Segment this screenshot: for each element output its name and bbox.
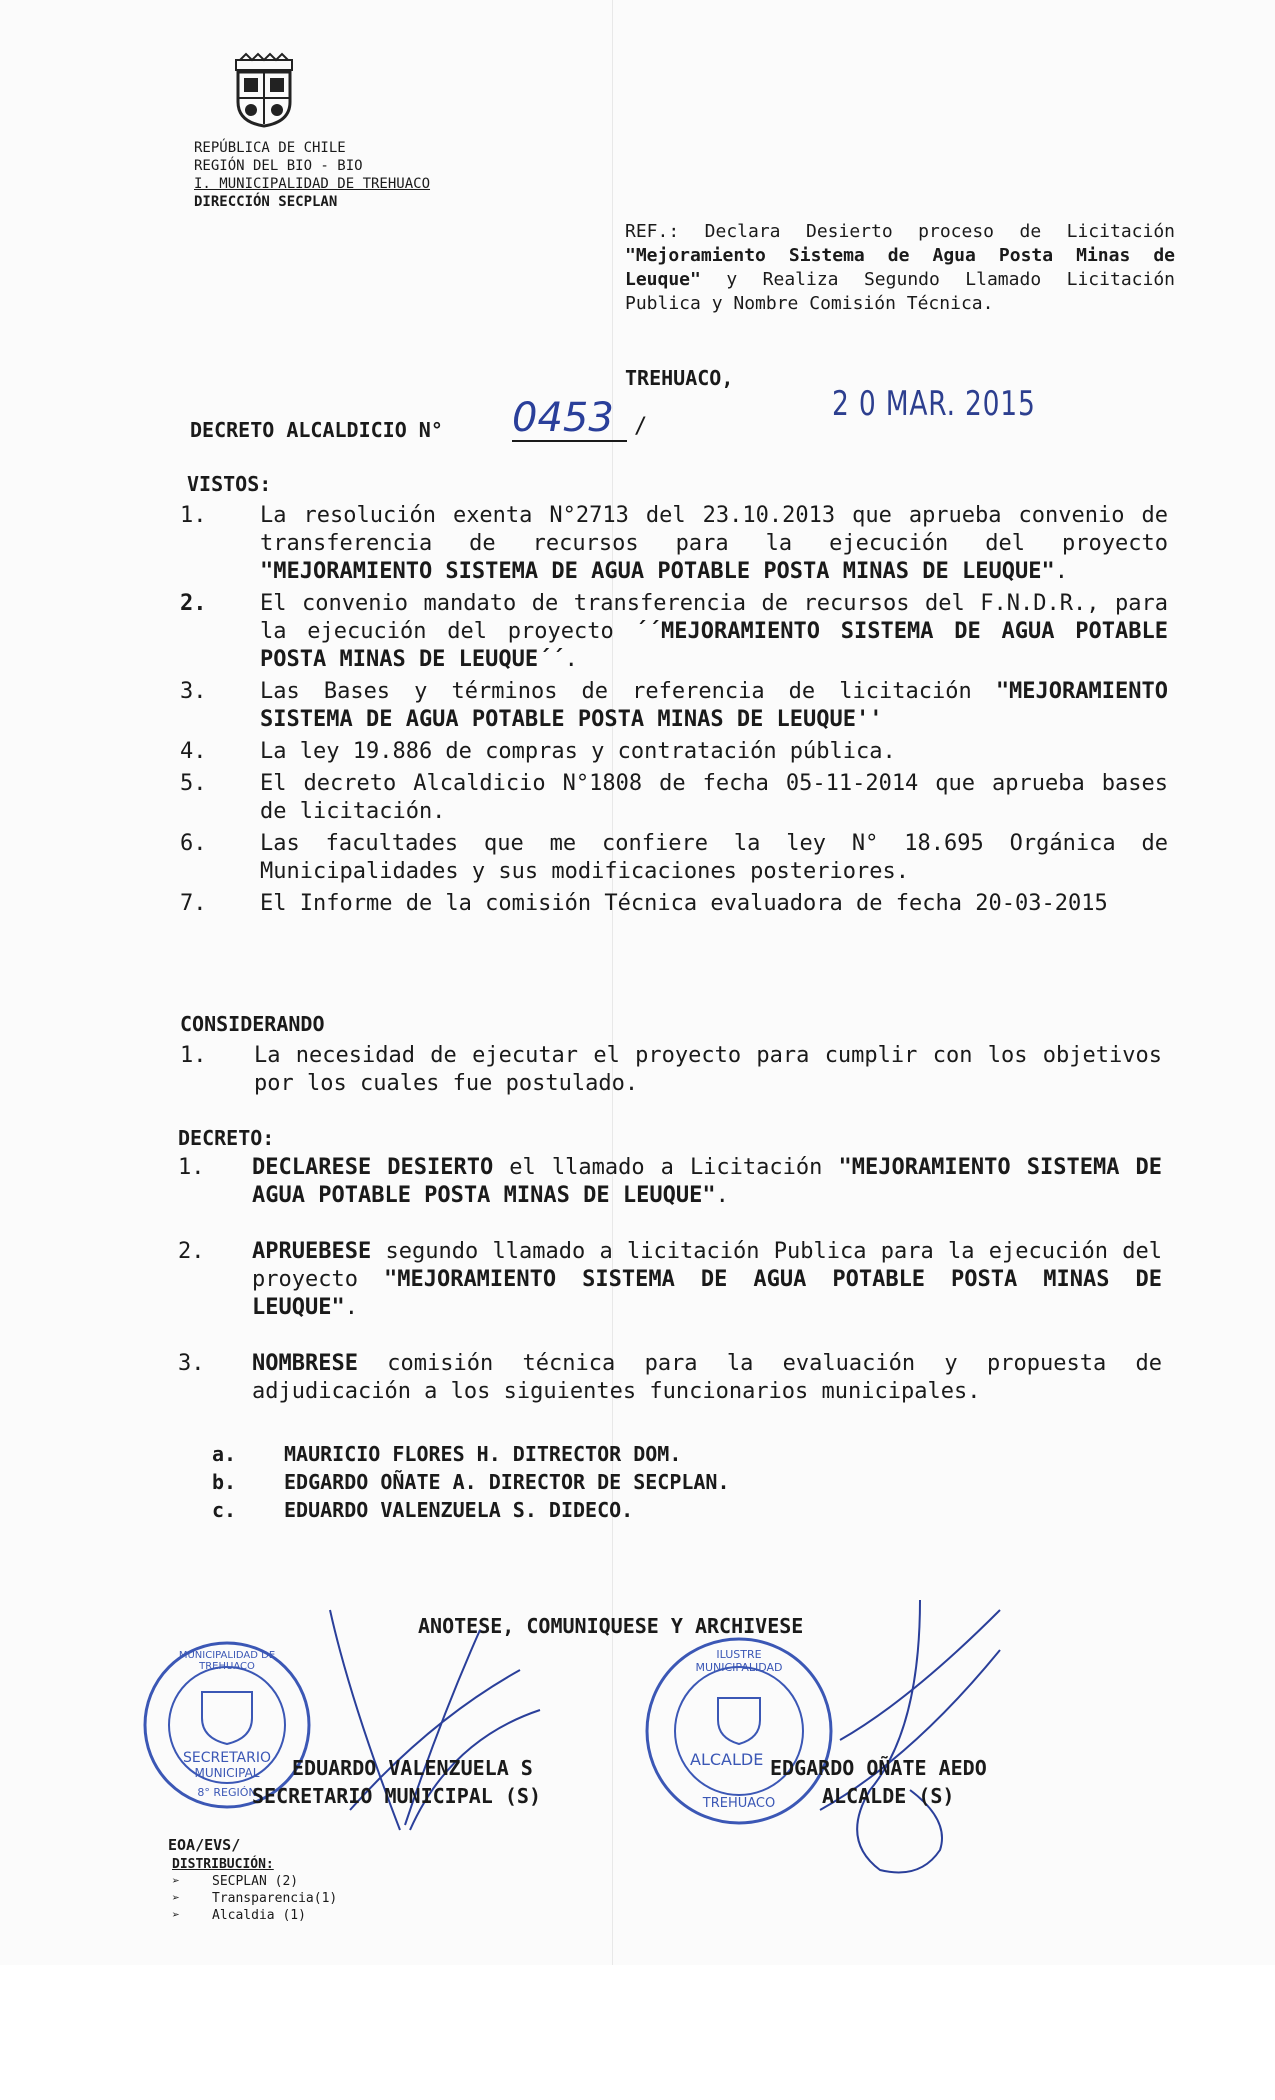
vistos-item: 6. Las facultades que me confiere la ley N° 18.695 Orgánica de Municipalidades y sus modificaciones posteriores. — [180, 831, 1168, 884]
decree-number-handwritten: 0453 — [512, 396, 627, 442]
distribution-item: ➢ SECPLAN (2) — [172, 1874, 299, 1889]
vistos-item: 4. La ley 19.886 de compras y contratación pública. — [180, 739, 896, 764]
ref-text-2: y Realiza Segundo Llamado Licitación Publica y Nombre Comisión Técnica. — [625, 269, 1175, 314]
mayor-signature — [800, 1590, 1040, 1880]
arrow-icon: ➢ — [172, 1874, 180, 1889]
decreto-item: 1. DECLARESE DESIERTO el llamado a Licitación "MEJORAMIENTO SISTEMA DE AGUA POTABLE POSTA MINAS DE LEUQUE". — [178, 1155, 1162, 1208]
considerando-list — [180, 1042, 1162, 1098]
distribution-item: ➢ Transparencia(1) — [172, 1891, 338, 1906]
ref-project-name: "Mejoramiento Sistema de Agua Posta Minas de Leuque" — [625, 245, 1175, 290]
arrow-icon: ➢ — [172, 1891, 180, 1906]
letterhead — [194, 139, 430, 211]
mayor-name: EDGARDO OÑATE AEDO — [770, 1756, 987, 1780]
considerando-title: CONSIDERANDO — [180, 1012, 325, 1036]
arrow-icon: ➢ — [172, 1908, 180, 1923]
secretary-stamp-center: SECRETARIO — [183, 1750, 271, 1766]
decreto-list — [178, 1154, 1162, 1406]
vistos-item: 5. El decreto Alcaldicio N°1808 de fecha 05-11-2014 que aprueba bases de licitación. — [180, 771, 1168, 824]
mayor-stamp-ring: ILUSTRE MUNICIPALIDAD — [695, 1648, 783, 1674]
ref-text-1: Declara Desierto proceso de Licitación — [679, 221, 1175, 242]
coat-of-arms-icon — [232, 58, 296, 128]
secretary-title: SECRETARIO MUNICIPAL (S) — [252, 1784, 541, 1808]
letterhead-municipality: I. MUNICIPALIDAD DE TREHUACO — [194, 176, 431, 192]
mayor-title: ALCALDE (S) — [822, 1784, 955, 1808]
secretary-signature-block — [252, 1754, 541, 1810]
decreto-title: DECRETO: — [178, 1126, 275, 1150]
vistos-list — [180, 502, 1168, 918]
decree-label: DECRETO ALCALDICIO N° — [190, 418, 443, 442]
letterhead-region: REGIÓN DEL BIO - BIO — [194, 158, 363, 174]
distribution-title: DISTRIBUCIÓN: — [172, 1857, 274, 1872]
distribution-block — [172, 1856, 337, 1924]
page-fold-line — [612, 0, 613, 1965]
letterhead-department: DIRECCIÓN SECPLAN — [194, 194, 338, 210]
vistos-item: 1. La resolución exenta N°2713 del 23.10.2013 que aprueba convenio de transferencia de recursos para la ejecución del proyecto "MEJORAMIENTO SISTEMA DE AGUA POTABLE POSTA MINAS DE LEUQUE". — [180, 503, 1168, 584]
date-stamp: 2 0 MAR. 2015 — [832, 384, 1036, 424]
vistos-item: 2. El convenio mandato de transferencia de recursos del F.N.D.R., para la ejecución del proyecto ´´MEJORAMIENTO SISTEMA DE AGUA POTABLE POSTA MINAS DE LEUQUE´´. — [180, 591, 1168, 672]
committee-member: c. EDUARDO VALENZUELA S. DIDECO. — [212, 1498, 634, 1522]
secretary-stamp-bottom: 8° REGIÓN — [197, 1786, 257, 1799]
initials: EOA/EVS/ — [168, 1836, 241, 1854]
secretary-stamp-center2: MUNICIPAL — [194, 1766, 260, 1780]
secretary-name: EDUARDO VALENZUELA S — [292, 1756, 533, 1780]
mayor-stamp-center: ALCALDE — [690, 1750, 764, 1769]
secretary-stamp-ring: MUNICIPALIDAD DE TREHUACO — [178, 1650, 276, 1672]
vistos-item: 3. Las Bases y términos de referencia de licitación "MEJORAMIENTO SISTEMA DE AGUA POTABLE POSTA MINAS DE LEUQUE'' — [180, 679, 1168, 732]
distribution-item: ➢ Alcaldia (1) — [172, 1908, 306, 1923]
mayor-signature-block — [770, 1754, 987, 1810]
committee-member: a. MAURICIO FLORES H. DITRECTOR DOM. — [212, 1442, 682, 1466]
vistos-item: 7. El Informe de la comisión Técnica evaluadora de fecha 20-03-2015 — [180, 891, 1108, 916]
decree-slash: / — [634, 414, 648, 439]
ref-label: REF.: — [625, 221, 680, 242]
closing-formula: ANOTESE, COMUNIQUESE Y ARCHIVESE — [418, 1614, 804, 1638]
committee-list — [212, 1440, 730, 1524]
committee-member: b. EDGARDO OÑATE A. DIRECTOR DE SECPLAN. — [212, 1470, 730, 1494]
mayor-stamp-bottom: TREHUACO — [702, 1796, 776, 1811]
considerando-item: 1. La necesidad de ejecutar el proyecto para cumplir con los objetivos por los cuales fue postulado. — [180, 1043, 1162, 1096]
decreto-item: 2. APRUEBESE segundo llamado a licitación Publica para la ejecución del proyecto "MEJORAMIENTO SISTEMA DE AGUA POTABLE POSTA MINAS DE LEUQUE". — [178, 1239, 1162, 1320]
place: TREHUACO, — [625, 366, 734, 390]
letterhead-country: REPÚBLICA DE CHILE — [194, 140, 346, 156]
vistos-title: VISTOS: — [187, 472, 272, 496]
decreto-item: 3. NOMBRESE comisión técnica para la evaluación y propuesta de adjudicación a los siguientes funcionarios municipales. — [178, 1351, 1162, 1404]
reference-block — [625, 220, 1175, 316]
